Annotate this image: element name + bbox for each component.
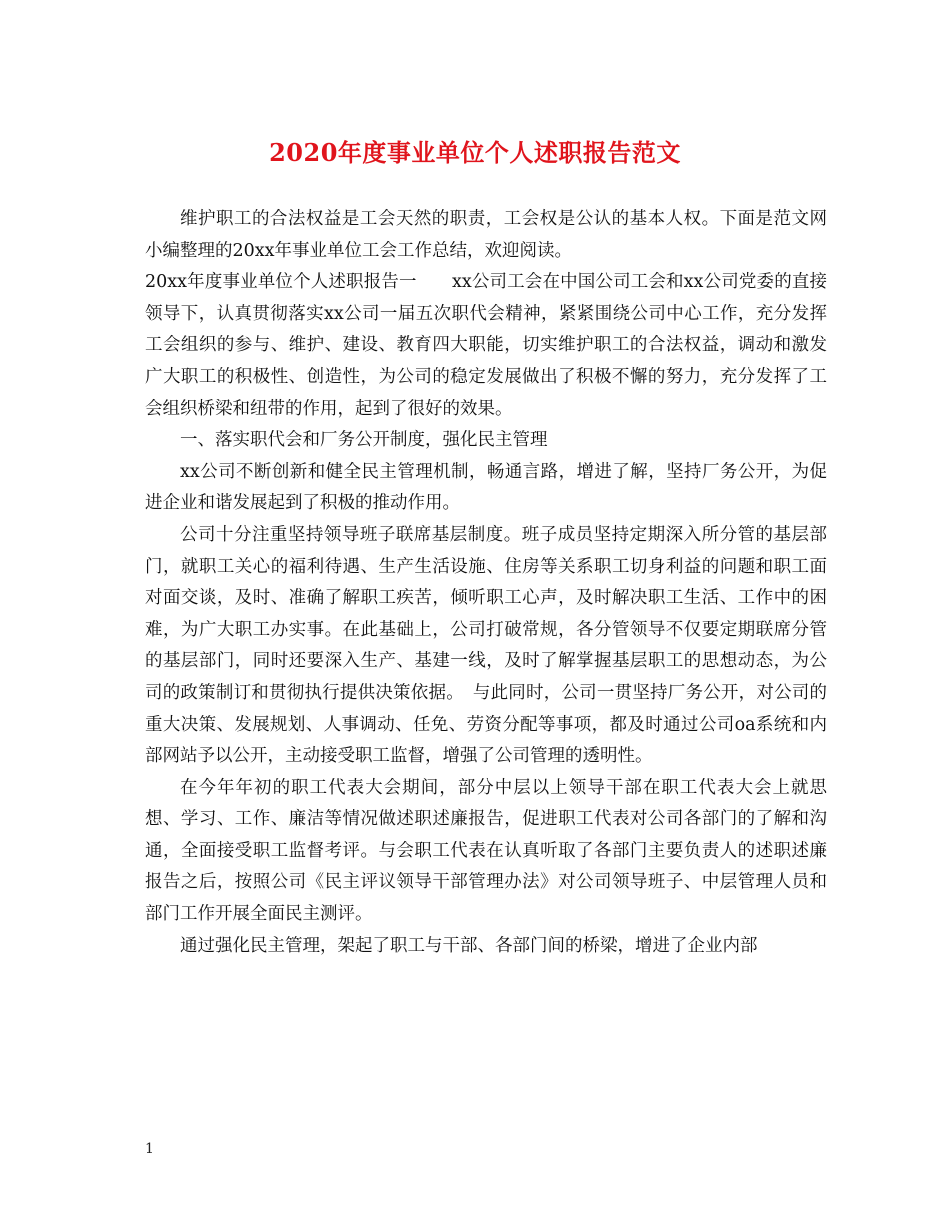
paragraph-congress: 在今年年初的职工代表大会期间，部分中层以上领导干部在职工代表大会上就思想、学习、工作、廉洁等情况做述职述廉报告，促进职工代表对公司各部门的了解和沟通，全面接受职工监督考评。与会职工代表在认真听取了各部门主要负责人的述职述廉报告之后，按照公司《民主评议领导干部管理办法》对公司领导班子、中层管理人员和部门工作开展全面民主测评。: [145, 777, 827, 925]
paragraph-mechanism: xx公司不断创新和健全民主管理机制，畅通言路，增进了解，坚持厂务公开，为促进企业和谐发展起到了积极的推动作用。: [145, 461, 827, 514]
paragraph-intro: 维护职工的合法权益是工会天然的职责，工会权是公认的基本人权。下面是范文网小编整理的20xx年事业单位工会工作总结，欢迎阅读。: [145, 209, 827, 261]
document-body: [145, 204, 827, 962]
paragraph-report-opening: 20xx年度事业单位个人述职报告一 xx公司工会在中国公司工会和xx公司党委的直接领导下，认真贯彻落实xx公司一届五次职代会精神，紧紧围绕公司中心工作，充分发挥工会组织的参与、维护、建设、教育四大职能，切实维护职工的合法权益，调动和激发广大职工的积极性、创造性，为公司的稳定发展做出了积极不懈的努力，充分发挥了工会组织桥梁和纽带的作用，起到了很好的效果。: [145, 272, 827, 419]
paragraph-leadership: 公司十分注重坚持领导班子联席基层制度。班子成员坚持定期深入所分管的基层部门，就职工关心的福利待遇、生产生活设施、住房等关系职工切身利益的问题和职工面对面交谈，及时、准确了解职工疾苦，倾听职工心声，及时解决职工生活、工作中的困难，为广大职工办实事。在此基础上，公司打破常规，各分管领导不仅要定期联席分管的基层部门，同时还要深入生产、基建一线，及时了解掌握基层职工的思想动态，为公司的政策制订和贯彻执行提供决策依据。 与此同时，公司一贯坚持厂务公开，对公司的重大决策、发展规划、人事调动、任免、劳资分配等事项，都及时通过公司oa系统和内部网站予以公开，主动接受职工监督，增强了公司管理的透明性。: [145, 524, 827, 767]
document-title: 2020年度事业单位个人述职报告范文: [269, 138, 681, 167]
section-heading-1: 一、落实职代会和厂务公开制度，强化民主管理: [180, 430, 548, 451]
paragraph-management: 通过强化民主管理，架起了职工与干部、各部门间的桥梁，增进了企业内部: [180, 935, 758, 956]
page-number: 1: [145, 1141, 154, 1157]
